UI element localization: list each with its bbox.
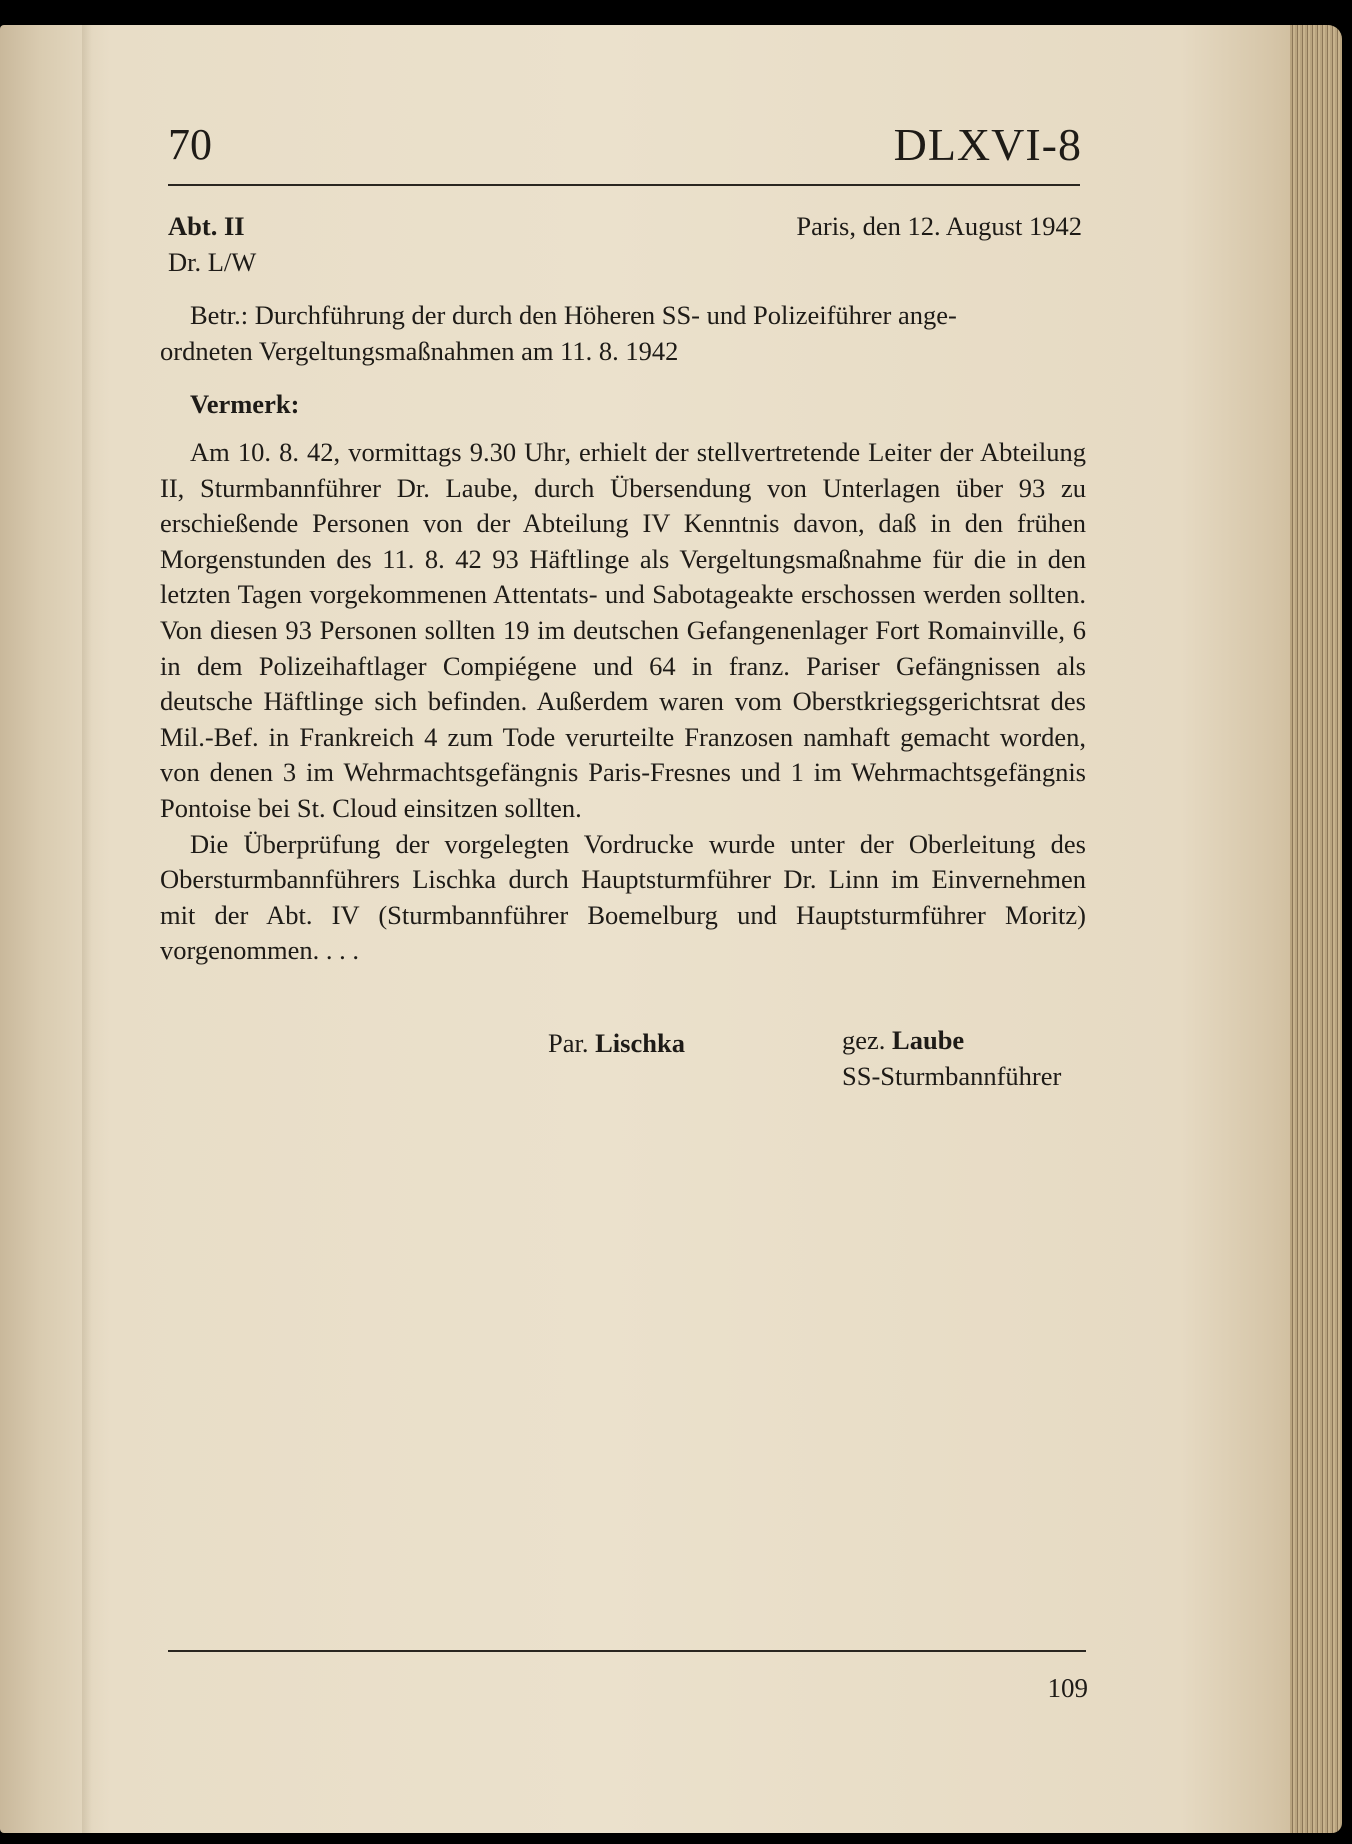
- header-page-number: 70: [168, 120, 212, 169]
- note-body: [160, 435, 1086, 969]
- note-heading: Vermerk:: [190, 389, 300, 419]
- signed-rank: SS-Sturmbannführer: [842, 1061, 1062, 1091]
- initial-prefix: Par.: [548, 1028, 589, 1058]
- subject-text-1: Durchführung der durch den Höheren SS- und Polizeiführer ange-: [254, 300, 957, 330]
- running-header: [168, 115, 1082, 175]
- place-date: Paris, den 12. August 1942: [796, 211, 1082, 241]
- body-paragraph-1: Am 10. 8. 42, vormittags 9.30 Uhr, erhielt der stellvertretende Leiter der Abteilung II, Sturmbannführer Dr. Laube, durch Übersendung von Unterlagen über 93 zu erschießende Personen von der Abteilung IV Kenntnis davon, daß in den frühen Morgenstunden des 11. 8. 42 93 Häftlinge als Vergeltungsmaßnahme für die in den letzten Tagen vorgekommenen Attentats- und Sabotageakte erschossen werden sollten. Von diesen 93 Personen sollten 19 im deutschen Gefangenenlager Fort Romainville, 6 in dem Polizeihaftlager Compiégene und 64 in franz. Pariser Gefängnissen als deutsche Häftlinge sich befinden. Außerdem waren vom Oberstkriegsgerichtsrat des Mil.-Bef. in Frankreich 4 zum Tode verurteilte Franzosen namhaft gemacht worden, von denen 3 im Wehrmachtsgefängnis Paris-Fresnes und 1 im Wehrmachtsgefängnis Pontoise bei St. Cloud einsitzen sollten.: [160, 437, 1086, 823]
- header-rule: [168, 184, 1080, 186]
- initial-signature: [548, 1025, 685, 1061]
- footer-rule: [168, 1650, 1086, 1652]
- subject-line-2: ordneten Vergeltungsmaßnahmen am 11. 8. 1942: [160, 336, 679, 366]
- department-label: Abt. II: [168, 211, 245, 241]
- body-paragraph-2: Die Überprüfung der vorgelegten Vordrucke wurde unter der Oberleitung des Obersturmbannführers Lischka durch Hauptsturmführer Dr. Linn im Einvernehmen mit der Abt. IV (Sturmbannführer Boemelburg und Hauptsturmführer Moritz) vorgenommen. . . .: [160, 828, 1086, 966]
- reference-code: Dr. L/W: [168, 247, 257, 277]
- footer-page-number: 109: [1047, 1673, 1088, 1703]
- subject-line-1: [190, 297, 957, 333]
- signed-name: Laube: [892, 1025, 965, 1055]
- document-reference: DLXVI-8: [893, 119, 1082, 170]
- signed-prefix: gez.: [842, 1025, 886, 1055]
- initial-name: Lischka: [595, 1028, 685, 1058]
- page-gutter-shadow: [82, 25, 92, 1833]
- subject-label: Betr.:: [190, 300, 249, 330]
- signed-signature: [842, 1022, 964, 1058]
- page-edges: [1290, 25, 1342, 1833]
